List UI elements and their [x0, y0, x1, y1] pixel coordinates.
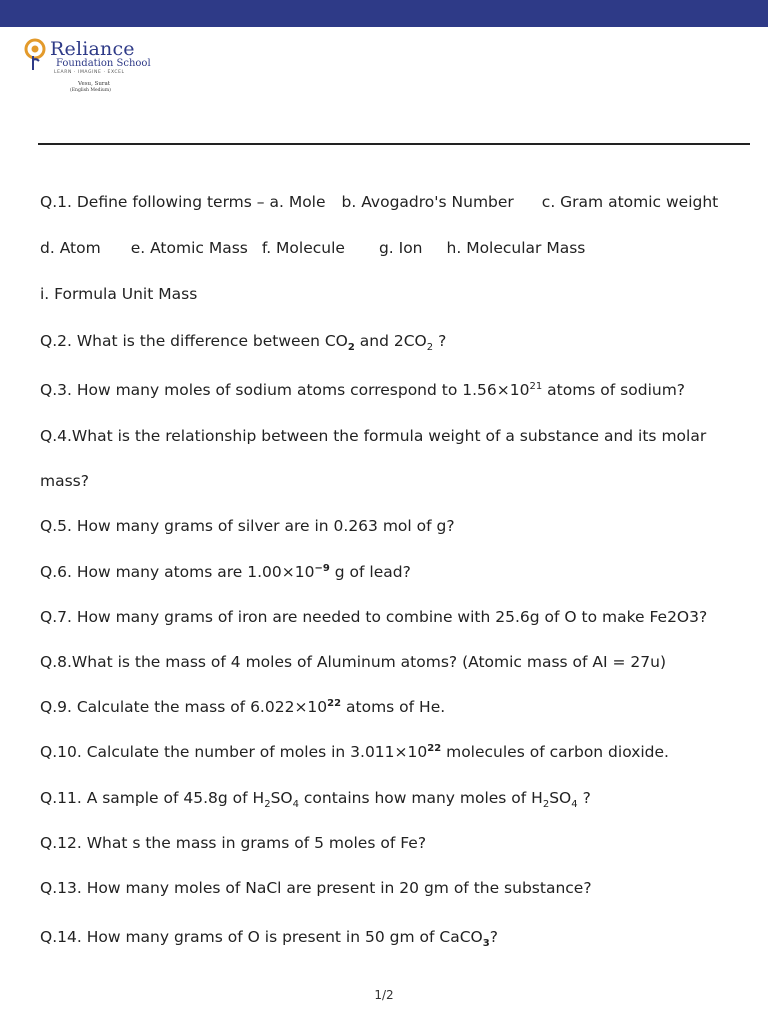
question-6: Q.6. How many atoms are $1.00\times 10^{-9}$ g of lead?	[40, 562, 411, 581]
question-9: Q.9. Calculate the mass of $6.022\times 10^{22}$ atoms of He.	[40, 697, 446, 716]
top-banner	[0, 0, 768, 27]
question-1-line-3: i. Formula Unit Mass	[40, 285, 198, 303]
logo-tagline: LEARN · IMAGINE · EXCEL	[54, 70, 125, 75]
logo-medium: (English Medium)	[70, 88, 111, 93]
logo-subtitle: Foundation School	[56, 58, 151, 69]
question-4-line-2: mass?	[40, 472, 89, 490]
header-divider	[38, 143, 750, 145]
logo-location: Vesu, Surat	[78, 81, 111, 87]
question-4-line-1: Q.4.What is the relationship between the formula weight of a substance and its molar	[40, 427, 707, 445]
page-number: 1/2	[374, 988, 394, 1002]
question-8: Q.8.What is the mass of 4 moles of Aluminum atoms? (Atomic mass of AI = 27u)	[40, 653, 667, 671]
question-12: Q.12. What s the mass in grams of 5 moles of Fe?	[40, 834, 427, 852]
question-3: Q.3. How many moles of sodium atoms correspond to $1.56\times 10^{21}$ atoms of sodium?	[40, 380, 686, 399]
question-1-line-2: d. Atom e. Atomic Mass f. Molecule g. Ion h. Molecular Mass	[40, 239, 586, 257]
question-2: Q.2. What is the difference between $CO_2$ and $2CO_2$ ?	[40, 332, 447, 354]
question-7: Q.7. How many grams of iron are needed to combine with 25.6g of O to make Fe2O3?	[40, 608, 708, 626]
question-10: Q.10. Calculate the number of moles in $3.011\times 10^{22}$ molecules of carbon dioxide.	[40, 742, 669, 761]
question-5: Q.5. How many grams of silver are in 0.263 mol of g?	[40, 517, 455, 535]
question-13: Q.13. How many moles of NaCl are present in 20 gm of the substance?	[40, 879, 592, 897]
logo-name: Reliance	[50, 38, 135, 60]
school-logo	[22, 38, 152, 100]
reliance-emblem-icon	[22, 38, 50, 72]
question-14: Q.14. How many grams of O is present in 50 gm of CaCO$_3$?	[40, 928, 498, 950]
question-1-line-1: Q.1. Define following terms – a. Mole b. Avogadro's Number c. Gram atomic weight	[40, 193, 719, 211]
question-11: Q.11. A sample of 45.8g of $H_2SO_4$ contains how many moles of $H_2SO_4$ ?	[40, 789, 591, 811]
